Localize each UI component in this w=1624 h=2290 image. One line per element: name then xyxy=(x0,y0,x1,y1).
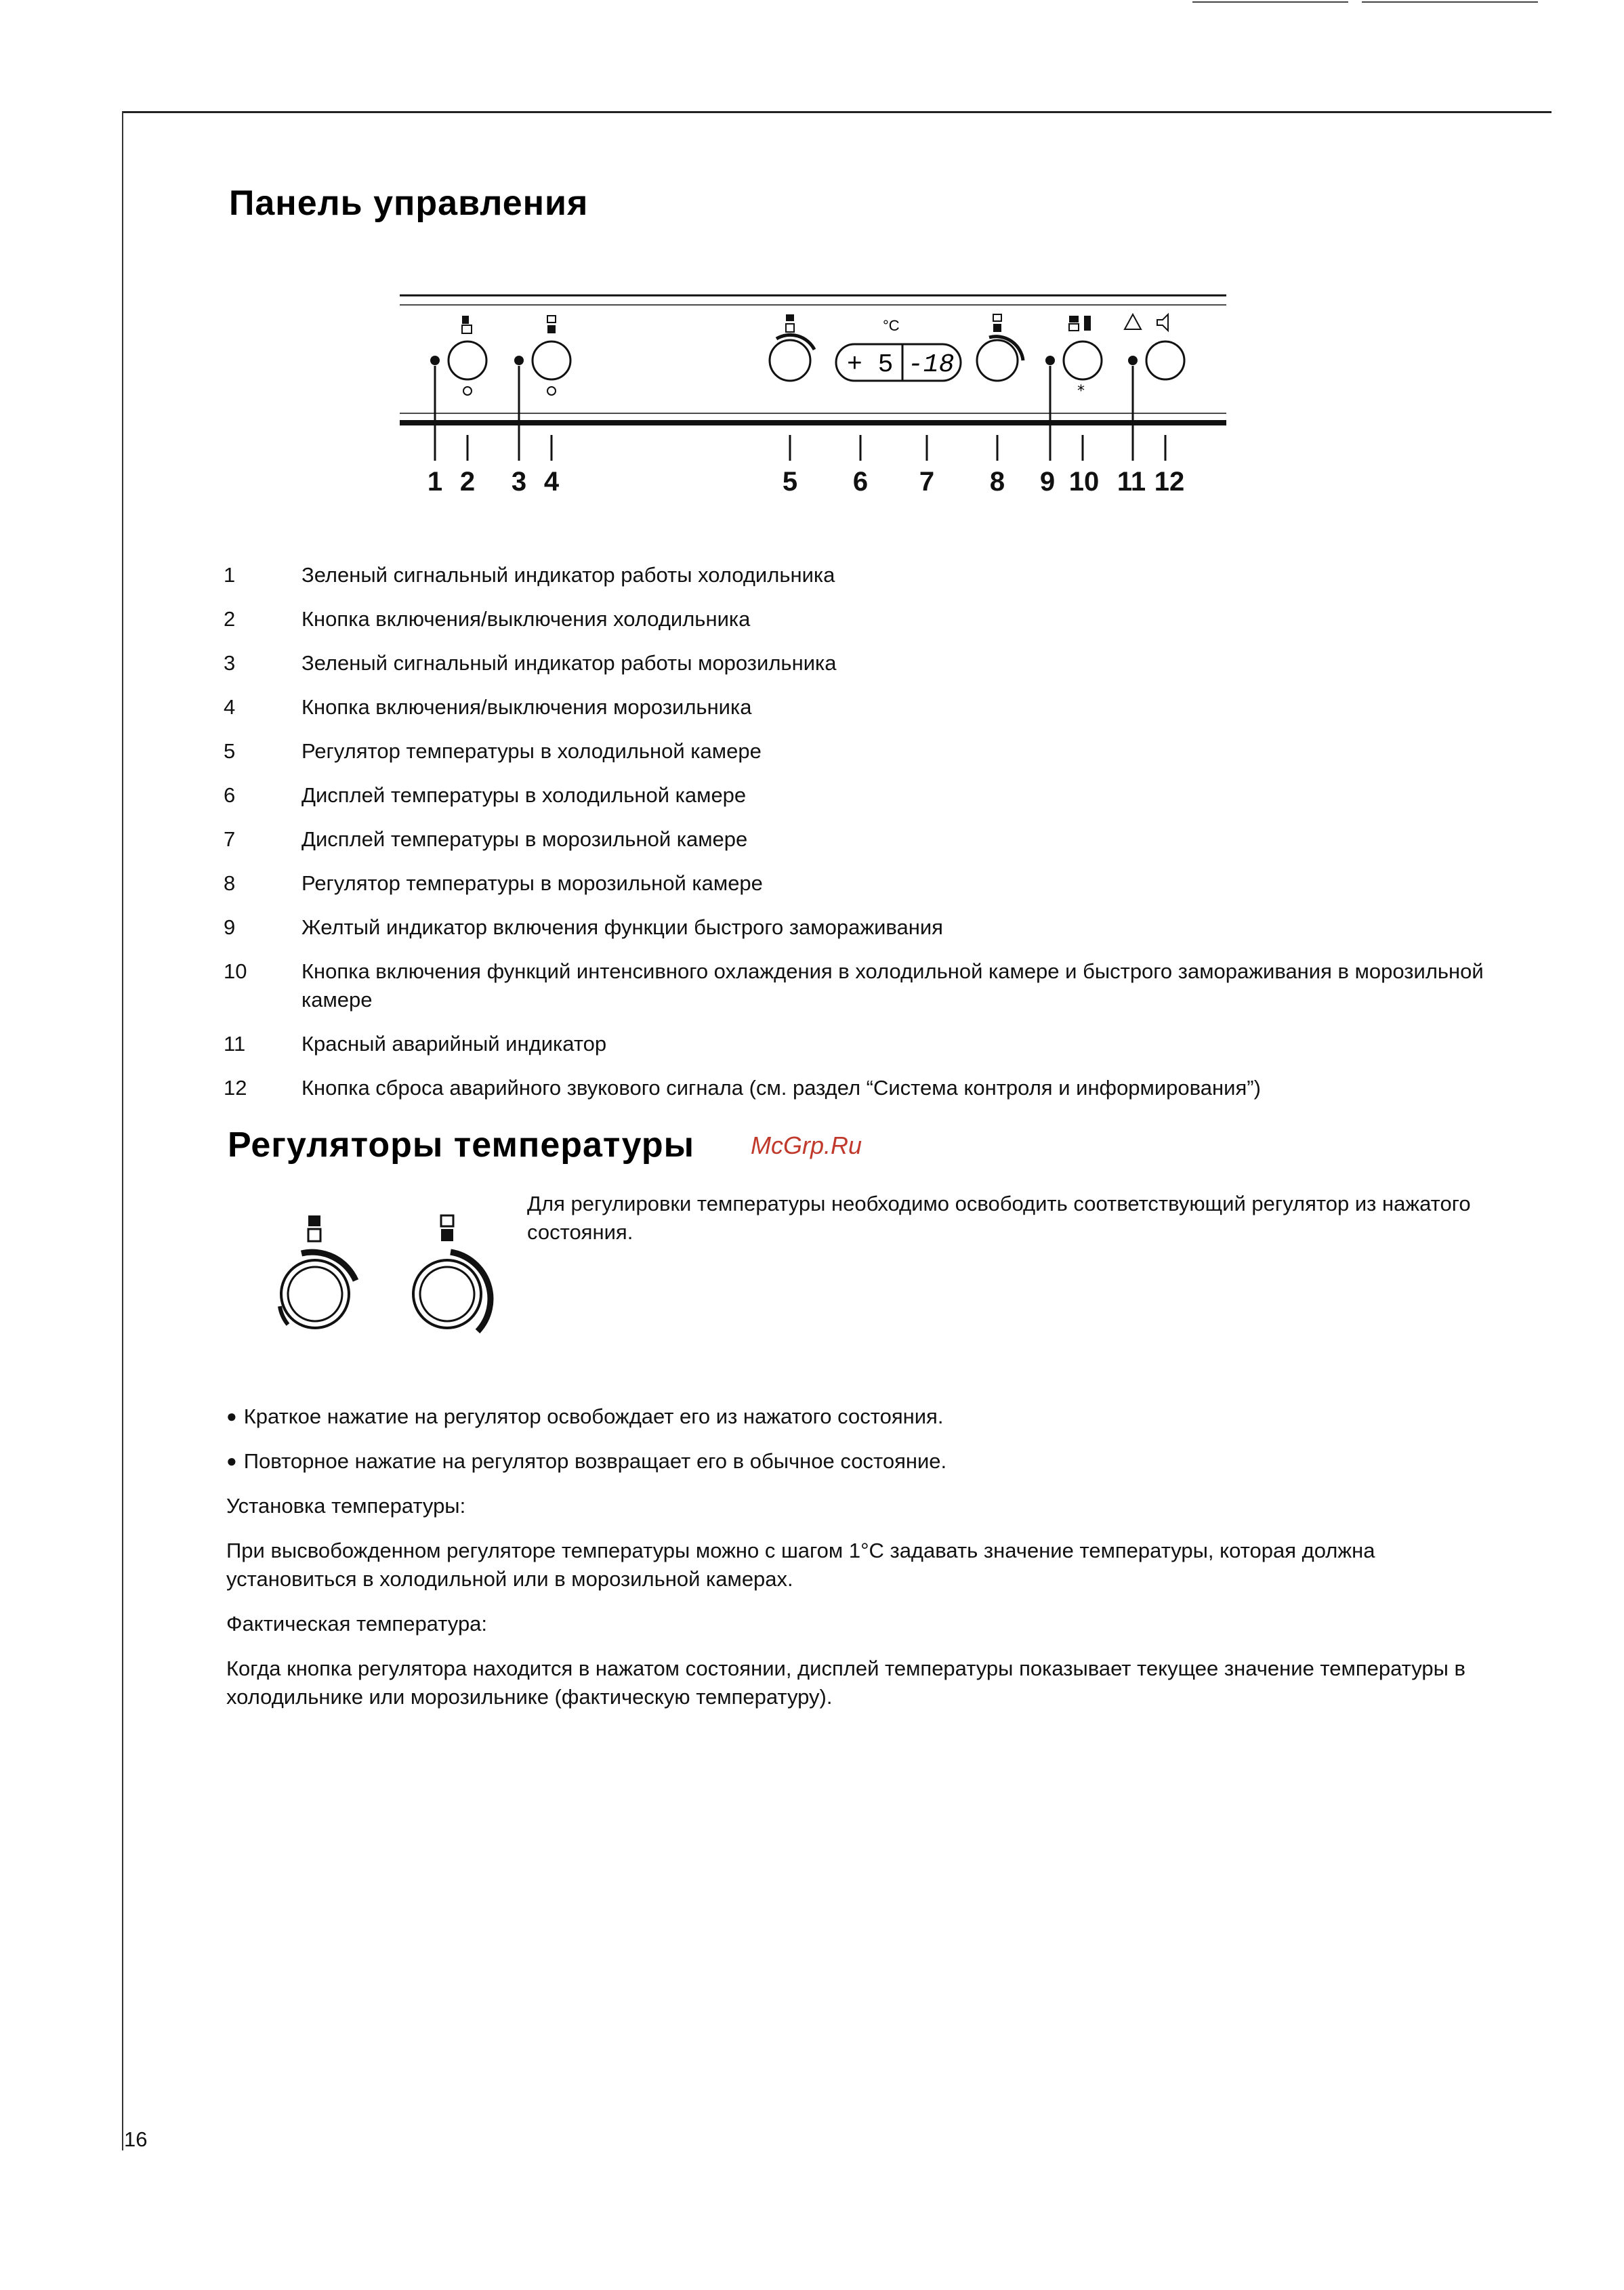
panel-legend xyxy=(224,561,1484,1118)
page-title: Панель управления xyxy=(229,184,589,223)
legend-number: 1 xyxy=(224,563,236,587)
alarm-reset-button[interactable] xyxy=(1146,314,1184,379)
legend-text: Дисплей температуры в морозильной камере xyxy=(301,827,748,851)
page-number: 16 xyxy=(124,2127,148,2151)
legend-text: Регулятор температуры в морозильной камере xyxy=(301,871,763,895)
legend-number: 3 xyxy=(224,651,236,675)
bullet-short-press: ● Краткое нажатие на регулятор освобождает его из нажатого состояния. xyxy=(226,1402,1500,1432)
watermark: McGrp.Ru xyxy=(751,1131,862,1159)
legend-item xyxy=(224,1074,1484,1102)
setting-heading: Установка температуры: xyxy=(226,1494,466,1518)
bullet-repeat-press: ● Повторное нажатие на регулятор возвращает его в обычное состояние. xyxy=(226,1447,1500,1476)
legend-text: Кнопка сброса аварийного звукового сигнала (см. раздел “Система контроля и информирования”) xyxy=(301,1076,1261,1100)
legend-item xyxy=(224,561,1484,589)
legend-number: 10 xyxy=(224,959,247,983)
control-panel-diagram xyxy=(393,285,1233,501)
legend-text: Кнопка включения функций интенсивного охлаждения в холодильной камере и быстрого замораживания в морозильной камере xyxy=(301,959,1484,1012)
legend-text: Зеленый сигнальный индикатор работы холодильника xyxy=(301,563,835,587)
svg-text:*: * xyxy=(1077,383,1085,400)
legend-item xyxy=(224,1030,1484,1058)
freezer-power-button[interactable] xyxy=(533,316,570,395)
callout-number: 12 xyxy=(1154,467,1185,497)
fridge-display-value: + 5 xyxy=(847,350,894,379)
legend-text: Дисплей температуры в холодильной камере xyxy=(301,783,747,807)
display-unit-label: °C xyxy=(883,317,900,334)
alarm-indicator xyxy=(1125,314,1141,365)
legend-number: 4 xyxy=(224,695,236,719)
callout-number: 1 xyxy=(427,467,443,497)
legend-item xyxy=(224,737,1484,766)
legend-item xyxy=(224,913,1484,942)
fridge-power-button[interactable] xyxy=(449,316,486,395)
legend-item xyxy=(224,693,1484,722)
legend-number: 2 xyxy=(224,607,236,631)
actual-heading: Фактическая температура: xyxy=(226,1612,488,1636)
legend-number: 5 xyxy=(224,739,236,763)
legend-text: Регулятор температуры в холодильной камере xyxy=(301,739,762,763)
callout-number: 6 xyxy=(852,467,869,497)
freezer-indicator xyxy=(514,356,524,365)
callout-number: 7 xyxy=(919,467,935,497)
regulator-intro-text: Для регулировки температуры необходимо освободить соответствующий регулятор из нажатого состояния. xyxy=(527,1192,1471,1244)
actual-paragraph: Когда кнопка регулятора находится в нажатом состоянии, дисплей температуры показывает текущее значение температуры в холодильнике или морозильнике (фактическую температуру). xyxy=(226,1657,1465,1709)
page-frame-left-rule xyxy=(122,111,123,2150)
scan-mark xyxy=(1362,1,1538,3)
legend-number: 6 xyxy=(224,783,236,807)
legend-text: Красный аварийный индикатор xyxy=(301,1032,607,1056)
legend-text: Зеленый сигнальный индикатор работы морозильника xyxy=(301,651,837,675)
legend-text: Кнопка включения/выключения морозильника xyxy=(301,695,752,719)
legend-item xyxy=(224,825,1484,854)
callout-number: 3 xyxy=(511,467,527,497)
callout-number: 2 xyxy=(459,467,476,497)
fridge-indicator xyxy=(430,356,440,365)
callout-number: 11 xyxy=(1117,467,1146,497)
legend-number: 7 xyxy=(224,827,236,851)
page-frame-top-rule xyxy=(122,111,1552,113)
setting-paragraph: При высвобожденном регуляторе температуры можно с шагом 1°С задавать значение температуры, которая должна установиться в холодильной или в морозильной камерах. xyxy=(226,1539,1375,1591)
callout-number: 9 xyxy=(1039,467,1056,497)
callout-number: 8 xyxy=(989,467,1005,497)
knob-pressed-icon xyxy=(413,1215,491,1331)
temperature-display-unit xyxy=(836,317,961,381)
legend-item xyxy=(224,957,1484,1014)
legend-item xyxy=(224,649,1484,678)
knob-released-icon xyxy=(280,1215,356,1328)
callout-number: 5 xyxy=(782,467,798,497)
legend-text: Желтый индикатор включения функции быстрого замораживания xyxy=(301,915,943,939)
legend-item xyxy=(224,605,1484,633)
freezer-display-value: -18 xyxy=(908,350,955,379)
fast-freeze-indicator xyxy=(1045,356,1055,365)
legend-number: 12 xyxy=(224,1076,247,1100)
callout-number: 10 xyxy=(1068,467,1100,497)
callout-number: 4 xyxy=(543,467,560,497)
legend-number: 8 xyxy=(224,871,236,895)
legend-text: Кнопка включения/выключения холодильника xyxy=(301,607,751,631)
fridge-temperature-knob[interactable] xyxy=(770,314,814,381)
section-title: Регуляторы температуры xyxy=(228,1125,695,1165)
fast-freeze-button[interactable] xyxy=(1064,316,1102,400)
freezer-temperature-knob[interactable] xyxy=(977,314,1023,381)
legend-number: 9 xyxy=(224,915,236,939)
legend-number: 11 xyxy=(224,1032,246,1056)
scan-mark xyxy=(1192,1,1348,3)
legend-item xyxy=(224,781,1484,810)
legend-item xyxy=(224,869,1484,898)
knob-illustration xyxy=(261,1213,512,1348)
